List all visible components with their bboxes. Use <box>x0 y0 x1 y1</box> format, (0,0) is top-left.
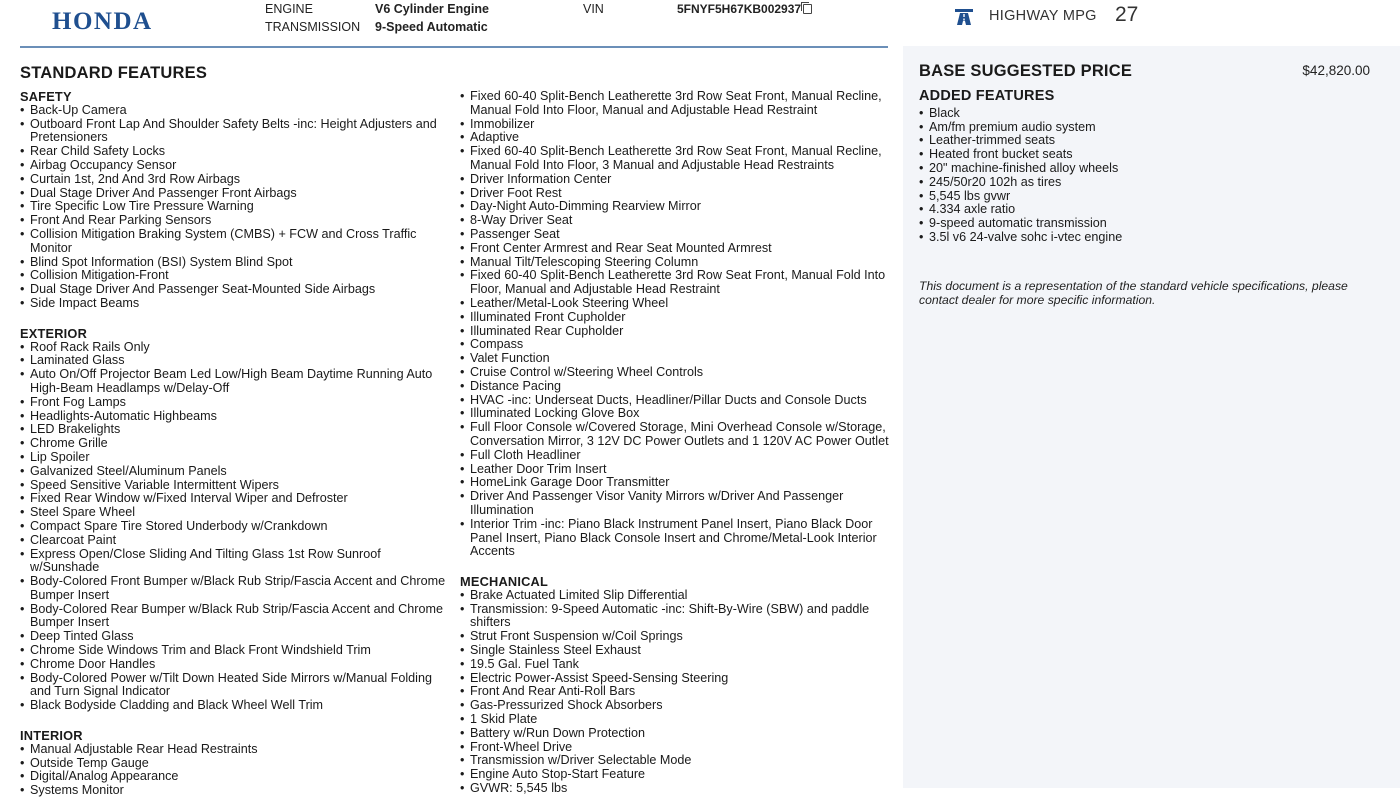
added-feature-item: • Leather-trimmed seats <box>919 134 1369 148</box>
feature-item: • Collision Mitigation Braking System (CMBS) + FCW and Cross Traffic Monitor <box>20 228 448 256</box>
logo-text: HONDA <box>52 8 153 35</box>
highway-mpg-label: HIGHWAY MPG <box>989 8 1097 24</box>
feature-item: • Curtain 1st, 2nd And 3rd Row Airbags <box>20 173 448 187</box>
feature-item: • Illuminated Rear Cupholder <box>460 325 890 339</box>
feature-item: • Outboard Front Lap And Shoulder Safety Belts -inc: Height Adjusters and Pretensioners <box>20 118 448 146</box>
feature-item: • Transmission: 9-Speed Automatic -inc: Shift-By-Wire (SBW) and paddle shifters <box>460 603 890 631</box>
feature-item: • Digital/Analog Appearance <box>20 770 448 784</box>
standard-features-title: STANDARD FEATURES <box>20 64 208 82</box>
feature-item: • LED Brakelights <box>20 423 448 437</box>
feature-item: • Rear Child Safety Locks <box>20 145 448 159</box>
added-features-title: ADDED FEATURES <box>919 88 1055 104</box>
feature-item: • Front And Rear Anti-Roll Bars <box>460 685 890 699</box>
feature-item: • Fixed Rear Window w/Fixed Interval Wiper and Defroster <box>20 492 448 506</box>
feature-item: • Fixed 60-40 Split-Bench Leatherette 3rd Row Seat Front, Manual Recline, Manual Fold Into Floor, 3 Manual and Adjustable Head Restraints <box>460 145 890 173</box>
feature-item: • Immobilizer <box>460 118 890 132</box>
feature-item: • Chrome Side Windows Trim and Black Front Windshield Trim <box>20 644 448 658</box>
safety-features-list <box>20 104 448 311</box>
mechanical-features-list <box>460 589 890 796</box>
safety-heading: SAFETY <box>20 89 72 104</box>
feature-item: • Full Floor Console w/Covered Storage, Mini Overhead Console w/Storage, Conversation Mirror, 3 12V DC Power Outlets and 1 120V AC Power Outlet <box>460 421 890 449</box>
feature-item: • Battery w/Run Down Protection <box>460 727 890 741</box>
feature-item: • Leather Door Trim Insert <box>460 463 890 477</box>
added-features-list <box>919 107 1369 245</box>
feature-item: • Front Fog Lamps <box>20 396 448 410</box>
feature-item: • Strut Front Suspension w/Coil Springs <box>460 630 890 644</box>
feature-item: • Chrome Door Handles <box>20 658 448 672</box>
feature-item: • Illuminated Front Cupholder <box>460 311 890 325</box>
features-left-column <box>20 90 448 798</box>
feature-item: • Passenger Seat <box>460 228 890 242</box>
feature-item: • Distance Pacing <box>460 380 890 394</box>
feature-item: • Back-Up Camera <box>20 104 448 118</box>
feature-item: • HomeLink Garage Door Transmitter <box>460 476 890 490</box>
feature-item: • Front And Rear Parking Sensors <box>20 214 448 228</box>
feature-item: • GVWR: 5,545 lbs <box>460 782 890 796</box>
feature-item: • Body-Colored Power w/Tilt Down Heated Side Mirrors w/Manual Folding and Turn Signal Indicator <box>20 672 448 700</box>
added-feature-item: • Am/fm premium audio system <box>919 121 1369 135</box>
feature-item: • Leather/Metal-Look Steering Wheel <box>460 297 890 311</box>
feature-item: • Auto On/Off Projector Beam Led Low/High Beam Daytime Running Auto High-Beam Headlamps w/Delay-Off <box>20 368 448 396</box>
feature-item: • Cruise Control w/Steering Wheel Controls <box>460 366 890 380</box>
feature-item: • Dual Stage Driver And Passenger Seat-Mounted Side Airbags <box>20 283 448 297</box>
feature-item: • Blind Spot Information (BSI) System Blind Spot <box>20 256 448 270</box>
mechanical-heading: MECHANICAL <box>460 574 549 590</box>
feature-item: • Illuminated Locking Glove Box <box>460 407 890 421</box>
feature-item: • 19.5 Gal. Fuel Tank <box>460 658 890 672</box>
highway-mpg-value: 27 <box>1115 3 1139 26</box>
feature-item: • Collision Mitigation-Front <box>20 269 448 283</box>
feature-item: • Fixed 60-40 Split-Bench Leatherette 3rd Row Seat Front, Manual Recline, Manual Fold Into Floor, Manual and Adjustable Head Restraint <box>460 90 890 118</box>
mechanical-block <box>460 575 890 796</box>
disclaimer-text: This document is a representation of the standard vehicle specifications, please contact dealer for more specific information. <box>919 279 1348 307</box>
exterior-features-list <box>20 341 448 714</box>
copy-icon[interactable] <box>803 4 812 14</box>
base-price-value: $42,820.00 <box>1302 63 1370 78</box>
feature-item: • Steel Spare Wheel <box>20 506 448 520</box>
feature-item: • Deep Tinted Glass <box>20 630 448 644</box>
feature-item: • Manual Adjustable Rear Head Restraints <box>20 743 448 757</box>
engine-value: V6 Cylinder Engine <box>375 2 489 16</box>
feature-item: • Chrome Grille <box>20 437 448 451</box>
added-feature-item: • 4.334 axle ratio <box>919 203 1369 217</box>
base-price-label: BASE SUGGESTED PRICE <box>919 62 1133 80</box>
added-feature-item: • 5,545 lbs gvwr <box>919 190 1369 204</box>
feature-item: • Body-Colored Rear Bumper w/Black Rub Strip/Fascia Accent and Chrome Bumper Insert <box>20 603 448 631</box>
safety-block <box>20 90 448 311</box>
feature-item: • Adaptive <box>460 131 890 145</box>
feature-item: • Lip Spoiler <box>20 451 448 465</box>
interior-features-list-continued <box>460 90 890 559</box>
feature-item: • Driver Foot Rest <box>460 187 890 201</box>
honda-logo <box>50 0 210 38</box>
feature-item: • Single Stainless Steel Exhaust <box>460 644 890 658</box>
feature-item: • Outside Temp Gauge <box>20 757 448 771</box>
added-feature-item: • Heated front bucket seats <box>919 148 1369 162</box>
feature-item: • Express Open/Close Sliding And Tilting Glass 1st Row Sunroof w/Sunshade <box>20 548 448 576</box>
feature-item: • Valet Function <box>460 352 890 366</box>
feature-item: • Manual Tilt/Telescoping Steering Column <box>460 256 890 270</box>
features-middle-column <box>460 90 890 796</box>
feature-item: • Laminated Glass <box>20 354 448 368</box>
engine-label: ENGINE <box>265 2 313 16</box>
feature-item: • Dual Stage Driver And Passenger Front Airbags <box>20 187 448 201</box>
feature-item: • Roof Rack Rails Only <box>20 341 448 355</box>
feature-item: • Airbag Occupancy Sensor <box>20 159 448 173</box>
feature-item: • Interior Trim -inc: Piano Black Instrument Panel Insert, Piano Black Door Panel Insert, Piano Black Console Insert and Chrome/Metal-Look Interior Accents <box>460 518 890 559</box>
feature-item: • Day-Night Auto-Dimming Rearview Mirror <box>460 200 890 214</box>
pricing-panel <box>903 46 1400 788</box>
interior-heading: INTERIOR <box>20 728 83 744</box>
feature-item: • Driver Information Center <box>460 173 890 187</box>
added-features <box>919 90 1369 245</box>
feature-item: • Black Bodyside Cladding and Black Wheel Well Trim <box>20 699 448 713</box>
feature-item: • Front-Wheel Drive <box>460 741 890 755</box>
vin-value-wrap <box>677 2 812 16</box>
transmission-label: TRANSMISSION <box>265 20 361 34</box>
interior-features-list <box>20 743 448 798</box>
feature-item: • Transmission w/Driver Selectable Mode <box>460 754 890 768</box>
feature-item: • Driver And Passenger Visor Vanity Mirrors w/Driver And Passenger Illumination <box>460 490 890 518</box>
added-feature-item: • 20" machine-finished alloy wheels <box>919 162 1369 176</box>
feature-item: • Side Impact Beams <box>20 297 448 311</box>
feature-item: • Electric Power-Assist Speed-Sensing Steering <box>460 672 890 686</box>
feature-item: • Brake Actuated Limited Slip Differential <box>460 589 890 603</box>
added-feature-item: • 3.5l v6 24-valve sohc i-vtec engine <box>919 231 1369 245</box>
transmission-value: 9-Speed Automatic <box>375 20 488 34</box>
feature-item: • Full Cloth Headliner <box>460 449 890 463</box>
header-divider <box>20 46 888 48</box>
added-feature-item: • 245/50r20 102h as tires <box>919 176 1369 190</box>
added-feature-item: • Black <box>919 107 1369 121</box>
feature-item: • 8-Way Driver Seat <box>460 214 890 228</box>
feature-item: • Body-Colored Front Bumper w/Black Rub Strip/Fascia Accent and Chrome Bumper Insert <box>20 575 448 603</box>
feature-item: • Headlights-Automatic Highbeams <box>20 410 448 424</box>
feature-item: • Front Center Armrest and Rear Seat Mounted Armrest <box>460 242 890 256</box>
feature-item: • Galvanized Steel/Aluminum Panels <box>20 465 448 479</box>
vin-value: 5FNYF5H67KB002937 <box>677 2 802 16</box>
exterior-heading: EXTERIOR <box>20 325 88 341</box>
feature-item: • Gas-Pressurized Shock Absorbers <box>460 699 890 713</box>
highway-icon <box>953 4 975 26</box>
feature-item: • HVAC -inc: Underseat Ducts, Headliner/Pillar Ducts and Console Ducts <box>460 394 890 408</box>
interior-block <box>20 729 448 798</box>
vin-label: VIN <box>583 2 604 16</box>
feature-item: • Tire Specific Low Tire Pressure Warning <box>20 200 448 214</box>
feature-item: • Compact Spare Tire Stored Underbody w/Crankdown <box>20 520 448 534</box>
feature-item: • Fixed 60-40 Split-Bench Leatherette 3rd Row Seat Front, Manual Fold Into Floor, Manual and Adjustable Head Restraint <box>460 269 890 297</box>
feature-item: • Systems Monitor <box>20 784 448 798</box>
feature-item: • Clearcoat Paint <box>20 534 448 548</box>
feature-item: • Compass <box>460 338 890 352</box>
feature-item: • 1 Skid Plate <box>460 713 890 727</box>
added-feature-item: • 9-speed automatic transmission <box>919 217 1369 231</box>
feature-item: • Engine Auto Stop-Start Feature <box>460 768 890 782</box>
feature-item: • Speed Sensitive Variable Intermittent Wipers <box>20 479 448 493</box>
exterior-block <box>20 327 448 713</box>
